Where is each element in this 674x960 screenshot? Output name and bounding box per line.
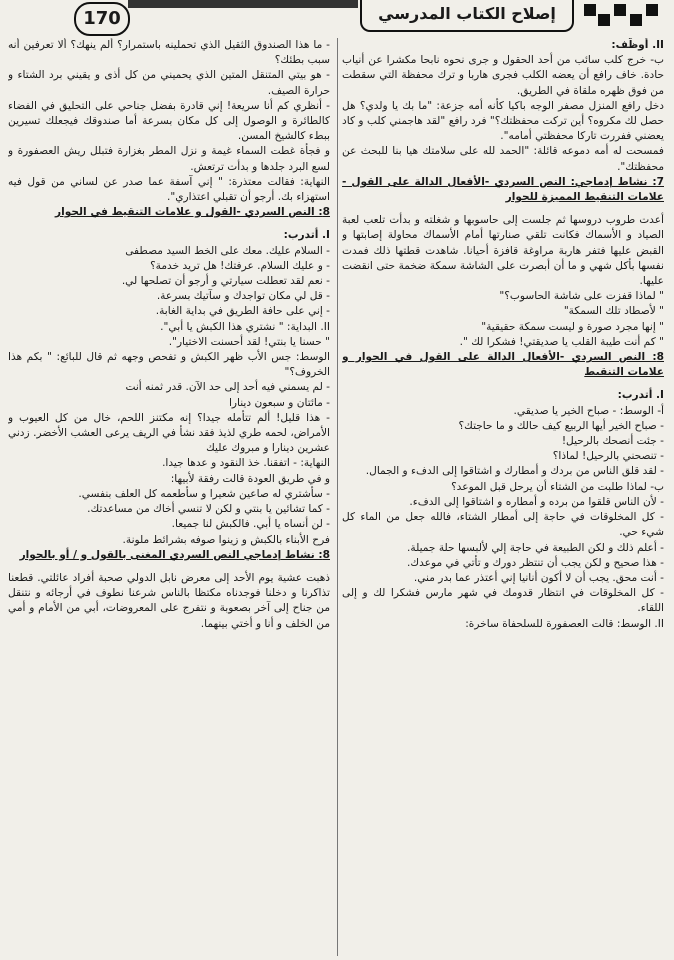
text-line: النهاية: - اتفقنا. خذ النقود و عدها جيدا. <box>162 457 330 470</box>
decorative-squares <box>580 0 674 30</box>
text-line: - صباح الخير أيها الربيع كيف حالك و ما حاجتك؟ <box>458 419 664 432</box>
text-line: - السلام عليك. معك على الخط السيد مصطفى <box>125 244 330 257</box>
text-line: ذهبت عشية يوم الأحد إلى معرض نابل الدولي صحبة أفراد عائلتي. قطعنا تذاكرنا و دخلنا فوجدناه مكتظا بالناس شرعنا نطوف في أرجائه و نتنقل من جناح إلى آخر بصعوبة و نتفرج على المعروضات، أبي من الأمام و أمي من الخلف و أنا و أختي بينهما. <box>8 571 330 630</box>
text-line: II. البداية: " نشتري هذا الكبش يا أبي". <box>160 320 330 333</box>
text-line: ب- لماذا طلبت من الشتاء أن يرحل قبل الموعد؟ <box>451 480 664 493</box>
text-line: " إنها مجرد صورة و ليست سمكة حقيقية" <box>481 320 664 333</box>
page-header <box>0 0 674 40</box>
right-column <box>342 38 664 960</box>
section-heading: I. أتدرب: <box>617 389 664 402</box>
left-column <box>8 38 330 960</box>
text-line: " لماذا قفزت على شاشة الحاسوب؟" <box>499 290 664 303</box>
text-line: - جئت أنصحك بالرحيل! <box>561 435 664 448</box>
text-line: - مائتان و سبعون دينارا <box>228 396 330 409</box>
text-line: - أنظري كم أنا سريعة! إني قادرة بفضل جناحي على التحليق في الفضاء كالطائرة و الوصول إلى كل مكان بسرعة أما صندوقك فيجعلك تسيرين ببطء كالشيخ المسن. <box>8 99 330 143</box>
text-line: - قل لي مكان تواجدك و سآتيك بسرعة. <box>156 290 330 303</box>
text-line: - كل المخلوقات في حاجة إلى أمطار الشتاء، فالله جعل من الماء كل شيء حي. <box>342 511 664 539</box>
section-heading: 8: النص السردي -الأفعال الدالة على القول في الحوار و علامات التنقيط <box>342 351 664 379</box>
text-line: - نعم لقد تعطلت سيارتي و أرجو أن تصلحها لي. <box>121 275 330 288</box>
section-heading: 8: النص السردي -القول و علامات التنقيط في الحوار <box>55 206 330 219</box>
book-title: إصلاح الكتاب المدرسي <box>360 0 574 32</box>
spacer <box>342 205 664 213</box>
text-line: النهاية: فقالت معتذرة: " إني آسفة عما صدر عن لساني من قول فيه استهزاء بك. أرجو أن تقبلي اعتذاري". <box>8 175 330 204</box>
text-line: - تنصحني بالرحيل! لماذا؟ <box>552 450 664 463</box>
text-line: - هو بيتي المتنقل المتين الذي يحميني من كل أذى و يقيني برد الشتاء و حرارة الصيف. <box>8 69 330 97</box>
text-line: - لأن الناس قلقوا من برده و أمطاره و اشتاقوا إلى الدفء. <box>409 495 664 508</box>
text-line: " لأصطاد تلك السمكة" <box>563 305 664 318</box>
text-line: - سأشتري له صاعين شعيرا و سأطعمه كل العلف بنفسي. <box>78 487 330 500</box>
text-line: أ- الوسط: - صباح الخير يا صديقي. <box>513 404 664 417</box>
text-line: فمسحت له أمه دموعه قائلة: "الحمد لله على سلامتك هيا بنا للبحث عن محفظتك". <box>342 145 664 173</box>
text-line: " حسنا يا بنتي! لقد أحسنت الاختيار". <box>168 335 330 348</box>
section-heading: 7: نشاط إدماجي: النص السردي -الأفعال الدالة على القول - علامات التنقيط المميزة للحوار <box>342 175 664 204</box>
text-line: - لن أنساه يا أبي. فالكبش لنا جميعا. <box>171 518 330 531</box>
text-line: أعدت طروب دروسها ثم جلست إلى حاسوبها و شغلته و بدأت تلعب لعبة الصياد و الأسماك فكانت تلقي صنارتها أمام الأسماك محاولة إصابتها و القبض عليها فتفر هاربة مراوغة قافزة أحيانا. شاهدت قطتها ذلك فمدت نفسها بأكل شهي و ما أن أبصرت على الشاشة سمكة ضخمة حتى انقضت عليها. <box>342 214 664 288</box>
text-line: الوسط: جس الأب ظهر الكبش و تفحص وجهه ثم قال للبائع: " بكم هذا الخروف؟" <box>8 351 330 379</box>
text-line: - أنت محق. يجب أن لا أكون أنانيا إني أعتذر عما بدر مني. <box>413 571 664 584</box>
text-line: - ما هذا الصندوق الثقيل الذي تحملينه باستمرار؟ ألم ينهك؟ ألا تعرفين أنه سبب بطئك؟ <box>8 39 330 67</box>
section-heading: II. أوظّف: <box>611 39 664 51</box>
text-line: فرح الأبناء بالكبش و زينوا صوفه بشرائط ملونة. <box>122 533 330 546</box>
text-line: - كما تشائين يا بنتي و لكن لا تنسي أخاك من مساعدتك. <box>87 503 330 516</box>
text-line: - لم يسمني فيه أحد إلى حد الآن. قدر ثمنه أنت <box>125 381 330 394</box>
text-line: - أعلم ذلك و لكن الطبيعة في حاجة إلي لألبسها حلة جميلة. <box>407 541 664 554</box>
page-number: 170 <box>74 2 130 36</box>
text-line: و فجأة غطت السماء غيمة و نزل المطر بغزارة فتبلل ريش العصفورة و لسع البرد جلدها و بدأت ترتعش. <box>8 145 330 173</box>
text-line: II. الوسط: قالت العصفورة للسلحفاة ساخرة: <box>465 617 664 630</box>
text-line: " كم أنت طيبة القلب يا صديقتي! فشكرا لك ". <box>459 335 664 348</box>
text-line: دخل رافع المنزل مصفر الوجه باكيا كأنه أمه جزعة: "ما بك يا ولدي؟ هل حصل لك مكروه؟ أين تركت محفظتك؟" فرد رافع "لقد هاجمني كلب و كاد يعضني ففررت تاركا محفظتي أمامه". <box>342 99 664 143</box>
text-line: - كل المخلوقات في انتظار قدومك في شهر مارس فشكرا لك و إلى اللقاء. <box>342 587 664 615</box>
section-heading: 8: نشاط إدماجي النص السردي المغنى بالقول و / أو بالحوار <box>19 548 330 561</box>
text-line: - لقد قلق الناس من بردك و أمطارك و اشتاقوا إلى الدفء و الجمال. <box>365 465 664 478</box>
spacer <box>8 220 330 228</box>
text-line: و في طريق العودة قالت رفقة لأبيها: <box>170 472 330 485</box>
section-heading: I. أتدرب: <box>283 229 330 242</box>
text-line: - إني على حافة الطريق في بداية الغابة. <box>155 305 330 318</box>
text-line: - هذا قليل! ألم تتأمله جيدا؟ إنه مكتنز اللحم، خال من كل العيوب و الأمراض، لحمه طري لذيذ فقد نشأ في الريف يرعى العشب الأخضر. زدني عشرين دينارا و مبروك عليك <box>8 411 330 455</box>
spacer <box>8 563 330 571</box>
spacer <box>342 380 664 388</box>
text-line: - و عليك السلام. عرفتك! هل تريد خدمة؟ <box>150 259 330 272</box>
header-bar <box>128 0 358 8</box>
text-line: ب- خرج كلب سائب من أحد الحقول و جرى نحوه نابحا مكشرا عن أنياب حادة. خاف رافع أن يعضه الكلب فجرى هاربا و ترك محفظة التي سقطت من فوق ظهره ملقاة في الطريق. <box>342 54 664 97</box>
text-line: - هذا صحيح و لكن يجب أن تنتظر دورك و تأتي في موعدك. <box>406 556 664 569</box>
